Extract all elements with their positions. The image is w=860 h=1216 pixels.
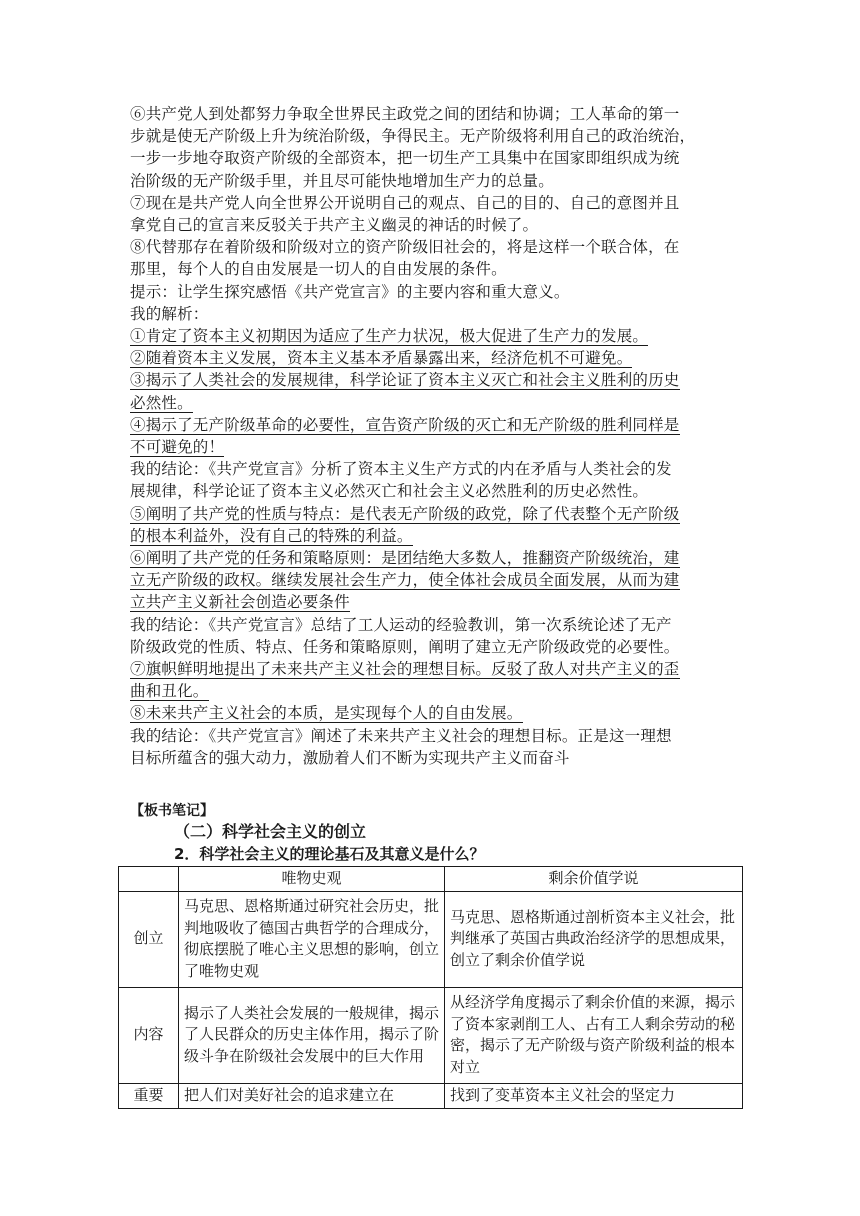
text-line-content: 必然性。 — [130, 393, 193, 412]
text-line-content: ⑦旗帜鲜明地提出了未来共产主义社会的理想目标。反驳了敌人对共产主义的歪 — [130, 660, 680, 679]
text-line-content: ⑧代替那存在着阶级和阶级对立的资产阶级旧社会的，将是这样一个联合体，在 — [130, 238, 680, 257]
text-line-content: ⑤阐明了共产党的性质与特点：是代表无产阶级的政党，除了代表整个无产阶级 — [130, 504, 680, 523]
text-line — [130, 125, 730, 147]
text-line — [130, 236, 730, 258]
text-line-content: 一步一步地夺取资产阶级的全部资本，把一切生产工具集中在国家即组织成为统 — [130, 149, 680, 168]
text-line — [130, 658, 730, 680]
text-line — [130, 192, 730, 214]
text-line-content: ①肯定了资本主义初期因为适应了生产力状况，极大促进了生产力的发展。 — [130, 327, 649, 346]
board-notes-section — [130, 801, 730, 865]
text-line — [130, 458, 730, 480]
text-line-content: 我的结论：《共产党宣言》总结了工人运动的经验教训，第一次系统论述了无产 — [130, 615, 672, 634]
text-line — [130, 103, 730, 125]
table-row — [119, 987, 743, 1083]
table-cell: 马克思、恩格斯通过剖析资本主义社会，批判继承了英国古典政治经济学的思想成果，创立了剩余价值学说 — [445, 891, 743, 987]
text-line-content: ⑦现在是共产党人向全世界公开说明自己的观点、自己的目的、自己的意图并且 — [130, 193, 680, 212]
text-line — [130, 258, 730, 280]
text-line — [130, 680, 730, 702]
text-line — [130, 503, 730, 525]
table-cell: 找到了变革资本主义社会的坚定力 — [445, 1083, 743, 1108]
text-line-content: 我的结论：《共产党宣言》阐述了未来共产主义社会的理想目标。正是这一理想 — [130, 726, 672, 745]
text-line-content: 拿党自己的宣言来反驳关于共产主义幽灵的神话的时候了。 — [130, 216, 539, 235]
table-header-historical-materialism: 唯物史观 — [179, 867, 445, 892]
text-line — [130, 347, 730, 369]
row-label: 重要 — [119, 1083, 179, 1108]
row-label: 内容 — [119, 987, 179, 1083]
text-line — [130, 636, 730, 658]
table-header-row — [119, 867, 743, 892]
text-line-content: 提示：让学生探究感悟《共产党宣言》的主要内容和重大意义。 — [130, 282, 570, 301]
text-line-content: ③揭示了人类社会的发展规律，科学论证了资本主义灭亡和社会主义胜利的历史 — [130, 371, 680, 390]
text-line — [130, 369, 730, 391]
text-line — [130, 214, 730, 236]
text-line-content: 那里，每个人的自由发展是一切人的自由发展的条件。 — [130, 260, 507, 279]
text-line-content: 阶级政党的性质、特点、任务和策略原则，阐明了建立无产阶级政党的必要性。 — [130, 637, 680, 656]
text-line — [130, 325, 730, 347]
table-row — [119, 1083, 743, 1108]
table-cell: 把人们对美好社会的追求建立在 — [179, 1083, 445, 1108]
text-line-content: 我的解析： — [130, 304, 209, 323]
question-heading: 2．科学社会主义的理论基石及其意义是什么？ — [174, 845, 485, 863]
text-line-content: 展规律，科学论证了资本主义必然灭亡和社会主义必然胜利的历史必然性。 — [130, 482, 649, 501]
text-line — [130, 480, 730, 502]
body-text — [130, 103, 730, 769]
text-line — [130, 436, 730, 458]
text-line-content: 目标所蕴含的强大动力，激励着人们不断为实现共产主义而奋斗 — [130, 748, 570, 767]
text-line-content: 曲和丑化。 — [130, 682, 209, 701]
text-line-content: ⑧未来共产主义社会的本质，是实现每个人的自由发展。 — [130, 704, 523, 723]
text-line — [130, 547, 730, 569]
table-header-surplus-value: 剩余价值学说 — [445, 867, 743, 892]
row-label: 创立 — [119, 891, 179, 987]
table-cell: 揭示了人类社会发展的一般规律，揭示了人民群众的历史主体作用，揭示了阶级斗争在阶级社会发展中的巨大作用 — [179, 987, 445, 1083]
table-header-corner — [119, 867, 179, 892]
section-title: （二）科学社会主义的创立 — [174, 822, 367, 841]
table-row — [119, 891, 743, 987]
text-line — [130, 147, 730, 169]
text-line — [130, 303, 730, 325]
text-line — [130, 170, 730, 192]
text-line-content: 的根本利益外，没有自己的特殊的利益。 — [130, 526, 413, 545]
table-cell: 马克思、恩格斯通过研究社会历史，批判地吸收了德国古典哲学的合理成分，彻底摆脱了唯心主义思想的影响，创立了唯物史观 — [179, 891, 445, 987]
text-line — [130, 747, 730, 769]
text-line — [130, 569, 730, 591]
text-line — [130, 281, 730, 303]
text-line-content: 治阶级的无产阶级手里，并且尽可能快地增加生产力的总量。 — [130, 171, 554, 190]
table-cell: 从经济学角度揭示了剩余价值的来源，揭示了资本家剥削工人、占有工人剩余劳动的秘密，揭示了无产阶级与资产阶级利益的根本对立 — [445, 987, 743, 1083]
text-line-content: ②随着资本主义发展，资本主义基本矛盾暴露出来，经济危机不可避免。 — [130, 349, 633, 368]
text-line — [130, 725, 730, 747]
text-line — [130, 392, 730, 414]
text-line — [130, 591, 730, 613]
text-line-content: 立共产主义新社会创造必要条件 — [130, 593, 350, 612]
text-line-content: ⑥阐明了共产党的任务和策略原则：是团结绝大多数人，推翻资产阶级统治，建 — [130, 549, 680, 568]
text-line — [130, 414, 730, 436]
text-line-content: ⑥共产党人到处都努力争取全世界民主政党之间的团结和协调；工人革命的第一 — [130, 105, 680, 123]
text-line — [130, 702, 730, 724]
board-notes-label: 【板书笔记】 — [130, 803, 214, 819]
text-line-content: 立无产阶级的政权。继续发展社会生产力，使全体社会成员全面发展，从而为建 — [130, 571, 680, 590]
text-line-content: 步就是使无产阶级上升为统治阶级，争得民主。无产阶级将利用自己的政治统治， — [130, 127, 696, 146]
text-line-content: 我的结论：《共产党宣言》分析了资本主义生产方式的内在矛盾与人类社会的发 — [130, 460, 672, 479]
comparison-table — [118, 866, 743, 1109]
text-line-content: ④揭示了无产阶级革命的必要性，宣告资产阶级的灭亡和无产阶级的胜利同样是 — [130, 415, 680, 434]
text-line — [130, 614, 730, 636]
text-line — [130, 525, 730, 547]
text-line-content: 不可避免的！ — [130, 438, 225, 457]
